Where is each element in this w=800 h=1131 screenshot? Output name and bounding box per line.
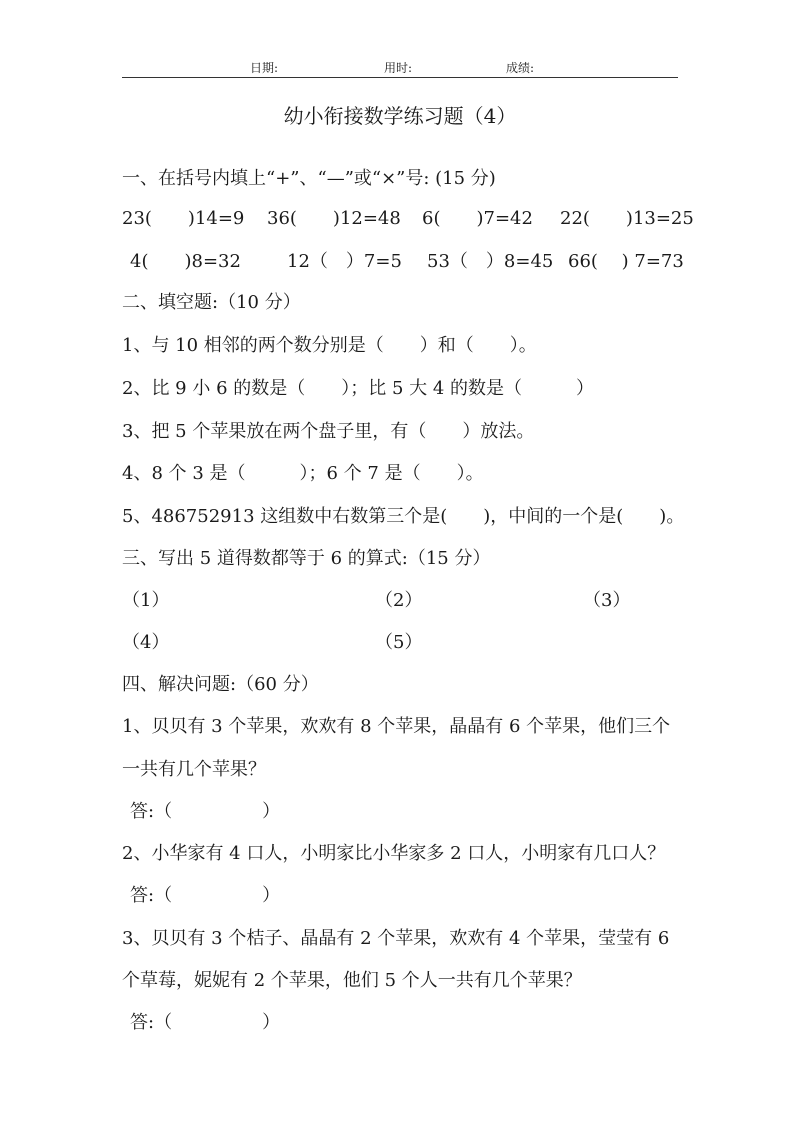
s1-row1-item1: 23( )14=9 (122, 208, 245, 229)
s1-row1-item2: 36( )12=48 (267, 208, 401, 229)
s4-q1-answer: 答:（ ） (130, 801, 281, 822)
s1-row1-item4: 22( )13=25 (560, 208, 694, 229)
s3-item5: （5） (375, 632, 423, 653)
s1-row2-item1: 4( )8=32 (130, 251, 241, 272)
s2-item4: 4、8 个 3 是（ ）；6 个 7 是（ ）。 (122, 463, 484, 484)
section4-heading: 四、解决问题:（60 分） (122, 674, 319, 695)
s4-q2-line1: 2、小华家有 4 口人，小明家比小华家多 2 口人，小明家有几口人？ (122, 843, 666, 864)
s4-q1-line2: 一共有几个苹果？ (122, 759, 266, 780)
s2-item5: 5、486752913 这组数中右数第三个是( )，中间的一个是( )。 (122, 506, 685, 527)
section2-heading: 二、填空题:（10 分） (122, 292, 301, 313)
s4-q3-line2: 个草莓，妮妮有 2 个苹果，他们 5 个人一共有几个苹果？ (122, 970, 582, 991)
score-label: 成绩: (506, 61, 535, 75)
s3-item1: （1） (122, 590, 170, 611)
s3-item2: （2） (375, 590, 423, 611)
s4-q3-answer: 答:（ ） (130, 1012, 281, 1033)
section3-heading: 三、写出 5 道得数都等于 6 的算式:（15 分） (122, 548, 491, 569)
time-label: 用时: (384, 61, 413, 75)
date-label: 日期: (250, 61, 279, 75)
s4-q1-line1: 1、贝贝有 3 个苹果，欢欢有 8 个苹果，晶晶有 6 个苹果，他们三个 (122, 716, 671, 737)
s2-item2: 2、比 9 小 6 的数是（ ）；比 5 大 4 的数是（ ） (122, 378, 595, 399)
s1-row2-item4: 66( ) 7=73 (568, 251, 684, 272)
s3-item3: （3） (583, 590, 631, 611)
s1-row2-item2: 12（ ）7=5 (287, 251, 402, 272)
section1-heading: 一、在括号内填上“+”、“—”或“×”号: (15 分) (122, 168, 496, 189)
s3-item4: （4） (122, 632, 170, 653)
s2-item3: 3、把 5 个苹果放在两个盘子里，有（ ）放法。 (122, 421, 535, 442)
s4-q3-line1: 3、贝贝有 3 个桔子、晶晶有 2 个苹果，欢欢有 4 个苹果，莹莹有 6 (122, 928, 670, 949)
header-rule (122, 77, 678, 78)
s1-row2-item3: 53（ ）8=45 (427, 251, 554, 272)
s1-row1-item3: 6( )7=42 (422, 208, 533, 229)
s4-q2-answer: 答:（ ） (130, 885, 281, 906)
s2-item1: 1、与 10 相邻的两个数分别是（ ）和（ ）。 (122, 335, 537, 356)
page-title: 幼小衔接数学练习题（4） (283, 104, 517, 128)
